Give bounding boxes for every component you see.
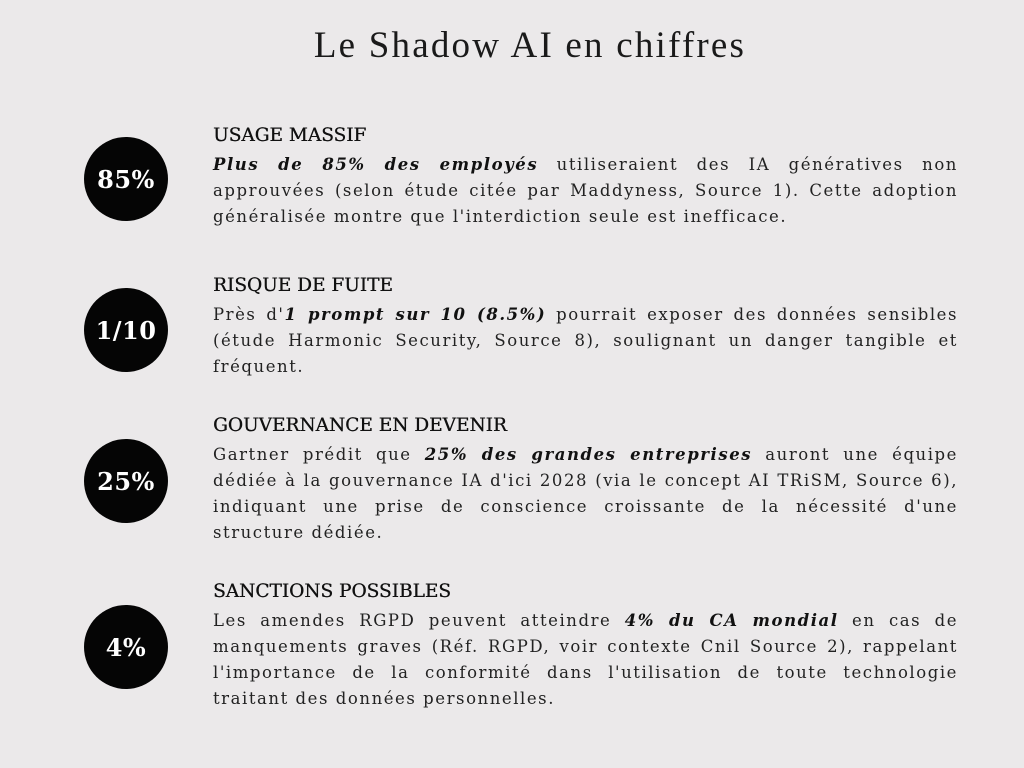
stat-description: Les amendes RGPD peuvent atteindre 4% du CA mondial en cas de manquements graves (Réf. RGPD, voir contexte Cnil Source 2), rappelant l'importance de la conformité dans l'utilisation de toute technologie traitant des données personnelles.: [213, 611, 959, 708]
stat-heading: RISQUE DE FUITE: [213, 275, 393, 296]
stat-emphasis: 1 prompt sur 10 (8.5%): [284, 305, 547, 324]
stat-description: Plus de 85% des employés utiliseraient des IA génératives non approuvées (selon étude citée par Maddyness, Source 1). Cette adoption généralisée montre que l'interdiction seule est inefficace.: [213, 155, 958, 226]
stat-description: Gartner prédit que 25% des grandes entreprises auront une équipe dédiée à la gouvernance IA d'ici 2028 (via le concept AI TRiSM, Source 6), indiquant une prise de conscience croissante de la nécessité d'une structure dédiée.: [213, 445, 958, 542]
stat-circle-badge: 1/10: [84, 288, 168, 372]
stat-emphasis: Plus de 85% des employés: [213, 155, 539, 174]
stat-emphasis: 4% du CA mondial: [624, 611, 839, 630]
page-title: Le Shadow AI en chiffres: [313, 25, 747, 66]
stat-description: Près d'1 prompt sur 10 (8.5%) pourrait exposer des données sensibles (étude Harmonic Security, Source 8), soulignant un danger tangible et fréquent.: [213, 305, 958, 376]
stat-heading: SANCTIONS POSSIBLES: [213, 581, 451, 602]
stat-emphasis: 25% des grandes entreprises: [424, 445, 753, 464]
stat-heading: USAGE MASSIF: [213, 125, 367, 146]
stat-heading: GOUVERNANCE EN DEVENIR: [213, 415, 507, 436]
stat-circle-badge: 85%: [84, 137, 168, 221]
stat-circle-badge: 4%: [84, 605, 168, 689]
stat-circle-badge: 25%: [84, 439, 168, 523]
